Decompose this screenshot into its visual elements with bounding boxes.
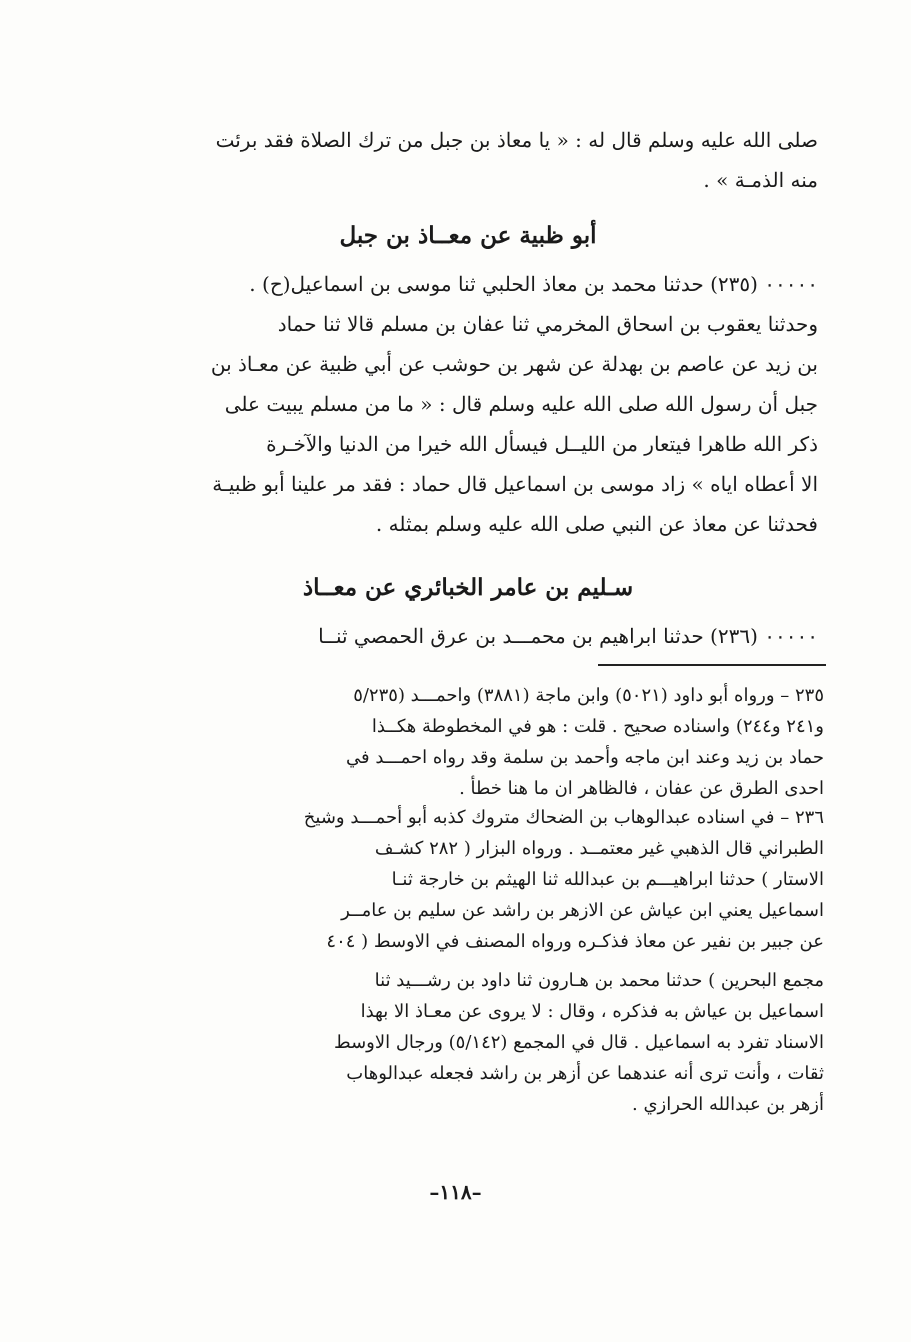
- text-line: جبل أن رسول الله صلى الله عليه وسلم قال : « ما من مسلم يبيت على: [224, 392, 818, 416]
- footnote-line: الاسناد تفرد به اسماعيل . قال في المجمع (٥/١٤٢) ورجال الاوسط: [334, 1032, 824, 1053]
- footnote: [126, 680, 824, 804]
- footnote-line: الاستار ) حدثنا ابراهيـــم بن عبدالله ثنا الهيثم بن خارجة ثنـا: [391, 869, 824, 890]
- footnote-line: الطبراني قال الذهبي غير معتمــد . ورواه البزار ( ٢٨٢ كشـف: [374, 838, 824, 859]
- text-line: فحدثنا عن معاذ عن النبي صلى الله عليه وسلم بمثله .: [375, 512, 818, 536]
- section-heading: سـليم بن عامر الخبائري عن معــاذ: [302, 574, 634, 601]
- footnote-line: احدى الطرق عن عفان ، فالظاهر ان ما هنا خطأ .: [459, 778, 824, 799]
- footnote-line: حماد بن زيد وعند ابن ماجه وأحمد بن سلمة وقد رواه احمـــد في: [346, 747, 824, 768]
- intro-paragraph: [118, 120, 818, 200]
- text-line: منه الذمـة » .: [703, 168, 818, 192]
- text-line: ذكر الله طاهرا فيتعار من الليــل فيسأل الله خيرا من الدنيا والآخـرة: [266, 432, 818, 456]
- text-line: ٠٠٠٠٠ (٢٣٥) حدثنا محمد بن معاذ الحلبي ثنا موسى بن اسماعيل(ح) .: [249, 272, 818, 296]
- page-number: –١١٨–: [429, 1180, 482, 1204]
- footnote-line: ثقات ، وأنت ترى أنه عندهما عن أزهر بن راشد فجعله عبدالوهاب: [346, 1063, 824, 1084]
- footnote-line: و٢٤١ و٢٤٤) واسناده صحيح . قلت : هو في المخطوطة هكــذا: [371, 716, 824, 737]
- footnote: [126, 802, 824, 1120]
- hadith-paragraph: [118, 616, 818, 656]
- text-line: وحدثنا يعقوب بن اسحاق المخرمي ثنا عفان بن مسلم قالا ثنا حماد: [277, 312, 818, 336]
- text-line: بن زيد عن عاصم بن بهدلة عن شهر بن حوشب عن أبي ظبية عن معـاذ بن: [210, 352, 818, 376]
- text-line: الا أعطاه اياه » زاد موسى بن اسماعيل قال حماد : فقد مر علينا أبو ظبيـة: [212, 472, 818, 496]
- footnote-divider: [598, 664, 826, 666]
- footnote-line: ٢٣٥ – ورواه أبو داود (٥٠٢١) وابن ماجة (٣٨٨١) واحمـــد (٥/٢٣٥: [353, 685, 824, 706]
- text-line: ٠٠٠٠٠ (٢٣٦) حدثنا ابراهيم بن محمـــد بن عرق الحمصي ثنــا: [318, 624, 818, 648]
- footnote-line: ٢٣٦ – في اسناده عبدالوهاب بن الضحاك متروك كذبه أبو أحمـــد وشيخ: [303, 807, 824, 828]
- footnote-line: اسماعيل يعني ابن عياش عن الازهر بن راشد عن سليم بن عامــر: [341, 900, 824, 921]
- footnote-line: اسماعيل بن عياش به فذكره ، وقال : لا يروى عن معـاذ الا بهذا: [360, 1001, 824, 1022]
- hadith-paragraph: [118, 264, 818, 544]
- footnote-line: أزهر بن عبدالله الحرازي .: [632, 1094, 824, 1115]
- footnote-line: عن جبير بن نفير عن معاذ فذكـره ورواه المصنف في الاوسط ( ٤٠٤: [326, 931, 824, 952]
- text-line: صلى الله عليه وسلم قال له : « يا معاذ بن جبل من ترك الصلاة فقد برئت: [215, 128, 818, 152]
- footnote-line: مجمع البحرين ) حدثنا محمد بن هـارون ثنا داود بن رشـــيد ثنا: [374, 970, 824, 991]
- section-heading: أبو ظبية عن معــاذ بن جبل: [339, 222, 597, 249]
